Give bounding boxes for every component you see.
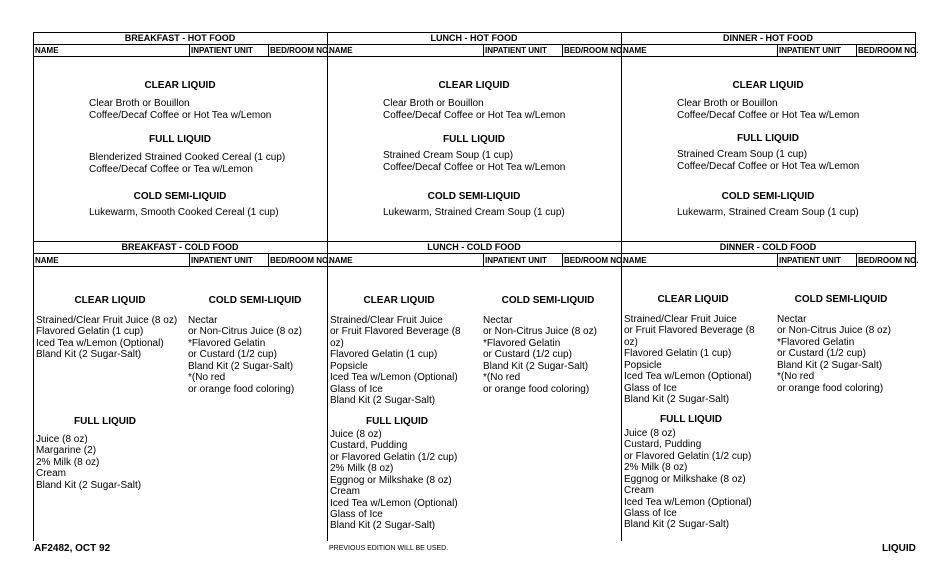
menu-item: or orange food coloring)	[188, 384, 295, 395]
menu-item: *(No red	[188, 372, 226, 383]
category-heading: CLEAR LIQUID	[144, 80, 216, 91]
menu-item: Iced Tea w/Lemon (Optional)	[36, 338, 164, 349]
menu-item: Glass of Ice	[330, 384, 383, 395]
menu-item: Cream	[330, 486, 361, 497]
menu-item: Iced Tea w/Lemon (Optional)	[624, 371, 752, 382]
category-heading: FULL LIQUID	[365, 416, 429, 427]
lunch-hot-title: LUNCH - HOT FOOD	[430, 33, 518, 43]
menu-item: Custard, Pudding	[330, 440, 408, 451]
name-header: NAME	[623, 46, 647, 55]
inpatient-unit-header: INPATIENT UNIT	[779, 46, 841, 55]
menu-item: oz)	[330, 338, 344, 349]
menu-item: Clear Broth or Bouillon	[383, 98, 484, 109]
menu-item: Coffee/Decaf Coffee or Hot Tea w/Lemon	[677, 110, 860, 121]
category-heading: CLEAR LIQUID	[732, 80, 804, 91]
category-heading: CLEAR LIQUID	[657, 294, 729, 305]
category-heading: FULL LIQUID	[73, 416, 137, 427]
menu-item: Clear Broth or Bouillon	[677, 98, 778, 109]
bed-room-header: BED/ROOM NO.	[564, 46, 625, 55]
menu-item: or Custard (1/2 cup)	[188, 349, 277, 360]
diet-type-label: LIQUID	[882, 543, 916, 554]
menu-item: Bland Kit (2 Sugar-Salt)	[330, 395, 436, 406]
menu-item: Popsicle	[330, 361, 368, 372]
menu-item: or Non-Citrus Juice (8 oz)	[483, 326, 597, 337]
menu-item: *Flavored Gelatin	[483, 338, 561, 349]
menu-item: Glass of Ice	[624, 508, 677, 519]
menu-item: Bland Kit (2 Sugar-Salt)	[483, 361, 589, 372]
inpatient-unit-header: INPATIENT UNIT	[485, 46, 547, 55]
menu-item: *(No red	[483, 372, 521, 383]
menu-item: Lukewarm, Strained Cream Soup (1 cup)	[383, 207, 565, 218]
form-id: AF2482, OCT 92	[34, 543, 111, 554]
menu-item: 2% Milk (8 oz)	[330, 463, 394, 474]
category-heading: CLEAR LIQUID	[363, 295, 435, 306]
inpatient-unit-header: INPATIENT UNIT	[485, 256, 547, 265]
menu-item: or Custard (1/2 cup)	[483, 349, 572, 360]
menu-item: 2% Milk (8 oz)	[624, 462, 688, 473]
menu-item: Nectar	[188, 315, 218, 326]
name-header: NAME	[35, 46, 59, 55]
menu-item: Strained/Clear Fruit Juice	[330, 315, 443, 326]
menu-item: *Flavored Gelatin	[188, 338, 266, 349]
menu-item: Strained/Clear Fruit Juice	[624, 314, 737, 325]
category-heading: COLD SEMI-LIQUID	[133, 191, 227, 202]
category-heading: CLEAR LIQUID	[438, 80, 510, 91]
menu-item: Lukewarm, Smooth Cooked Cereal (1 cup)	[89, 207, 279, 218]
name-header: NAME	[35, 256, 59, 265]
menu-item: Strained Cream Soup (1 cup)	[383, 150, 514, 161]
menu-item: or Flavored Gelatin (1/2 cup)	[330, 452, 458, 463]
breakfast-cold-title: BREAKFAST - COLD FOOD	[121, 242, 239, 252]
menu-item: Strained Cream Soup (1 cup)	[677, 149, 808, 160]
bed-room-header: BED/ROOM NO.	[270, 256, 331, 265]
menu-item: Nectar	[483, 315, 513, 326]
menu-item: Juice (8 oz)	[36, 434, 88, 445]
category-heading: CLEAR LIQUID	[74, 295, 146, 306]
category-heading: COLD SEMI-LIQUID	[721, 191, 815, 202]
menu-item: *(No red	[777, 371, 815, 382]
menu-item: Coffee/Decaf Coffee or Hot Tea w/Lemon	[383, 162, 566, 173]
menu-item: Coffee/Decaf Coffee or Hot Tea w/Lemon	[383, 110, 566, 121]
menu-item: or orange food coloring)	[777, 383, 884, 394]
menu-item: Custard, Pudding	[624, 439, 702, 450]
menu-item: Bland Kit (2 Sugar-Salt)	[188, 361, 294, 372]
name-header: NAME	[329, 46, 353, 55]
menu-item: or Fruit Flavored Beverage (8	[624, 325, 755, 336]
menu-item: or Fruit Flavored Beverage (8	[330, 326, 461, 337]
category-heading: COLD SEMI-LIQUID	[794, 294, 888, 305]
menu-item: *Flavored Gelatin	[777, 337, 855, 348]
menu-item: Glass of Ice	[624, 383, 677, 394]
menu-item: Bland Kit (2 Sugar-Salt)	[36, 480, 142, 491]
menu-item: Lukewarm, Strained Cream Soup (1 cup)	[677, 207, 859, 218]
inpatient-unit-header: INPATIENT UNIT	[191, 256, 253, 265]
menu-item: Glass of Ice	[330, 509, 383, 520]
menu-item: oz)	[624, 337, 638, 348]
category-heading: COLD SEMI-LIQUID	[208, 295, 302, 306]
menu-item: or Non-Citrus Juice (8 oz)	[777, 325, 891, 336]
inpatient-unit-header: INPATIENT UNIT	[779, 256, 841, 265]
lunch-cold-title: LUNCH - COLD FOOD	[427, 242, 521, 252]
menu-item: or Custard (1/2 cup)	[777, 348, 866, 359]
edition-note: PREVIOUS EDITION WILL BE USED.	[329, 545, 449, 552]
category-heading: FULL LIQUID	[148, 134, 212, 145]
menu-item: Coffee/Decaf Coffee or Hot Tea w/Lemon	[677, 161, 860, 172]
menu-item: Clear Broth or Bouillon	[89, 98, 190, 109]
name-header: NAME	[623, 256, 647, 265]
menu-item: Flavored Gelatin (1 cup)	[624, 348, 732, 359]
menu-item: Blenderized Strained Cooked Cereal (1 cup)	[89, 152, 286, 163]
menu-item: Flavored Gelatin (1 cup)	[36, 326, 144, 337]
menu-item: Margarine (2)	[36, 445, 97, 456]
breakfast-hot-title: BREAKFAST - HOT FOOD	[124, 33, 236, 43]
category-heading: COLD SEMI-LIQUID	[501, 295, 595, 306]
category-heading: COLD SEMI-LIQUID	[427, 191, 521, 202]
menu-item: Bland Kit (2 Sugar-Salt)	[624, 519, 730, 530]
menu-item: Juice (8 oz)	[624, 428, 676, 439]
menu-item: Strained/Clear Fruit Juice (8 oz)	[36, 315, 178, 326]
menu-item: Popsicle	[624, 360, 662, 371]
menu-item: Iced Tea w/Lemon (Optional)	[330, 498, 458, 509]
menu-item: Cream	[624, 485, 655, 496]
inpatient-unit-header: INPATIENT UNIT	[191, 46, 253, 55]
menu-item: Coffee/Decaf Coffee or Tea w/Lemon	[89, 164, 253, 175]
bed-room-header: BED/ROOM NO.	[564, 256, 625, 265]
menu-item: Iced Tea w/Lemon (Optional)	[330, 372, 458, 383]
menu-item: Juice (8 oz)	[330, 429, 382, 440]
menu-item: or Flavored Gelatin (1/2 cup)	[624, 451, 752, 462]
menu-item: Bland Kit (2 Sugar-Salt)	[777, 360, 883, 371]
category-heading: FULL LIQUID	[736, 133, 800, 144]
menu-item: Coffee/Decaf Coffee or Hot Tea w/Lemon	[89, 110, 272, 121]
menu-item: or Non-Citrus Juice (8 oz)	[188, 326, 302, 337]
dinner-cold-title: DINNER - COLD FOOD	[719, 242, 817, 252]
menu-item: Iced Tea w/Lemon (Optional)	[624, 497, 752, 508]
menu-item: Flavored Gelatin (1 cup)	[330, 349, 438, 360]
menu-item: 2% Milk (8 oz)	[36, 457, 100, 468]
dinner-hot-title: DINNER - HOT FOOD	[723, 33, 813, 43]
menu-item: Nectar	[777, 314, 807, 325]
menu-item: Eggnog or Milkshake (8 oz)	[330, 475, 452, 486]
name-header: NAME	[329, 256, 353, 265]
menu-item: Eggnog or Milkshake (8 oz)	[624, 474, 746, 485]
menu-item: Cream	[36, 468, 67, 479]
menu-item: Bland Kit (2 Sugar-Salt)	[330, 520, 436, 531]
bed-room-header: BED/ROOM NO.	[858, 46, 919, 55]
category-heading: FULL LIQUID	[442, 134, 506, 145]
bed-room-header: BED/ROOM NO.	[858, 256, 919, 265]
category-heading: FULL LIQUID	[659, 414, 723, 425]
menu-item: Bland Kit (2 Sugar-Salt)	[624, 394, 730, 405]
menu-item: or orange food coloring)	[483, 384, 590, 395]
bed-room-header: BED/ROOM NO.	[270, 46, 331, 55]
menu-item: Bland Kit (2 Sugar-Salt)	[36, 349, 142, 360]
